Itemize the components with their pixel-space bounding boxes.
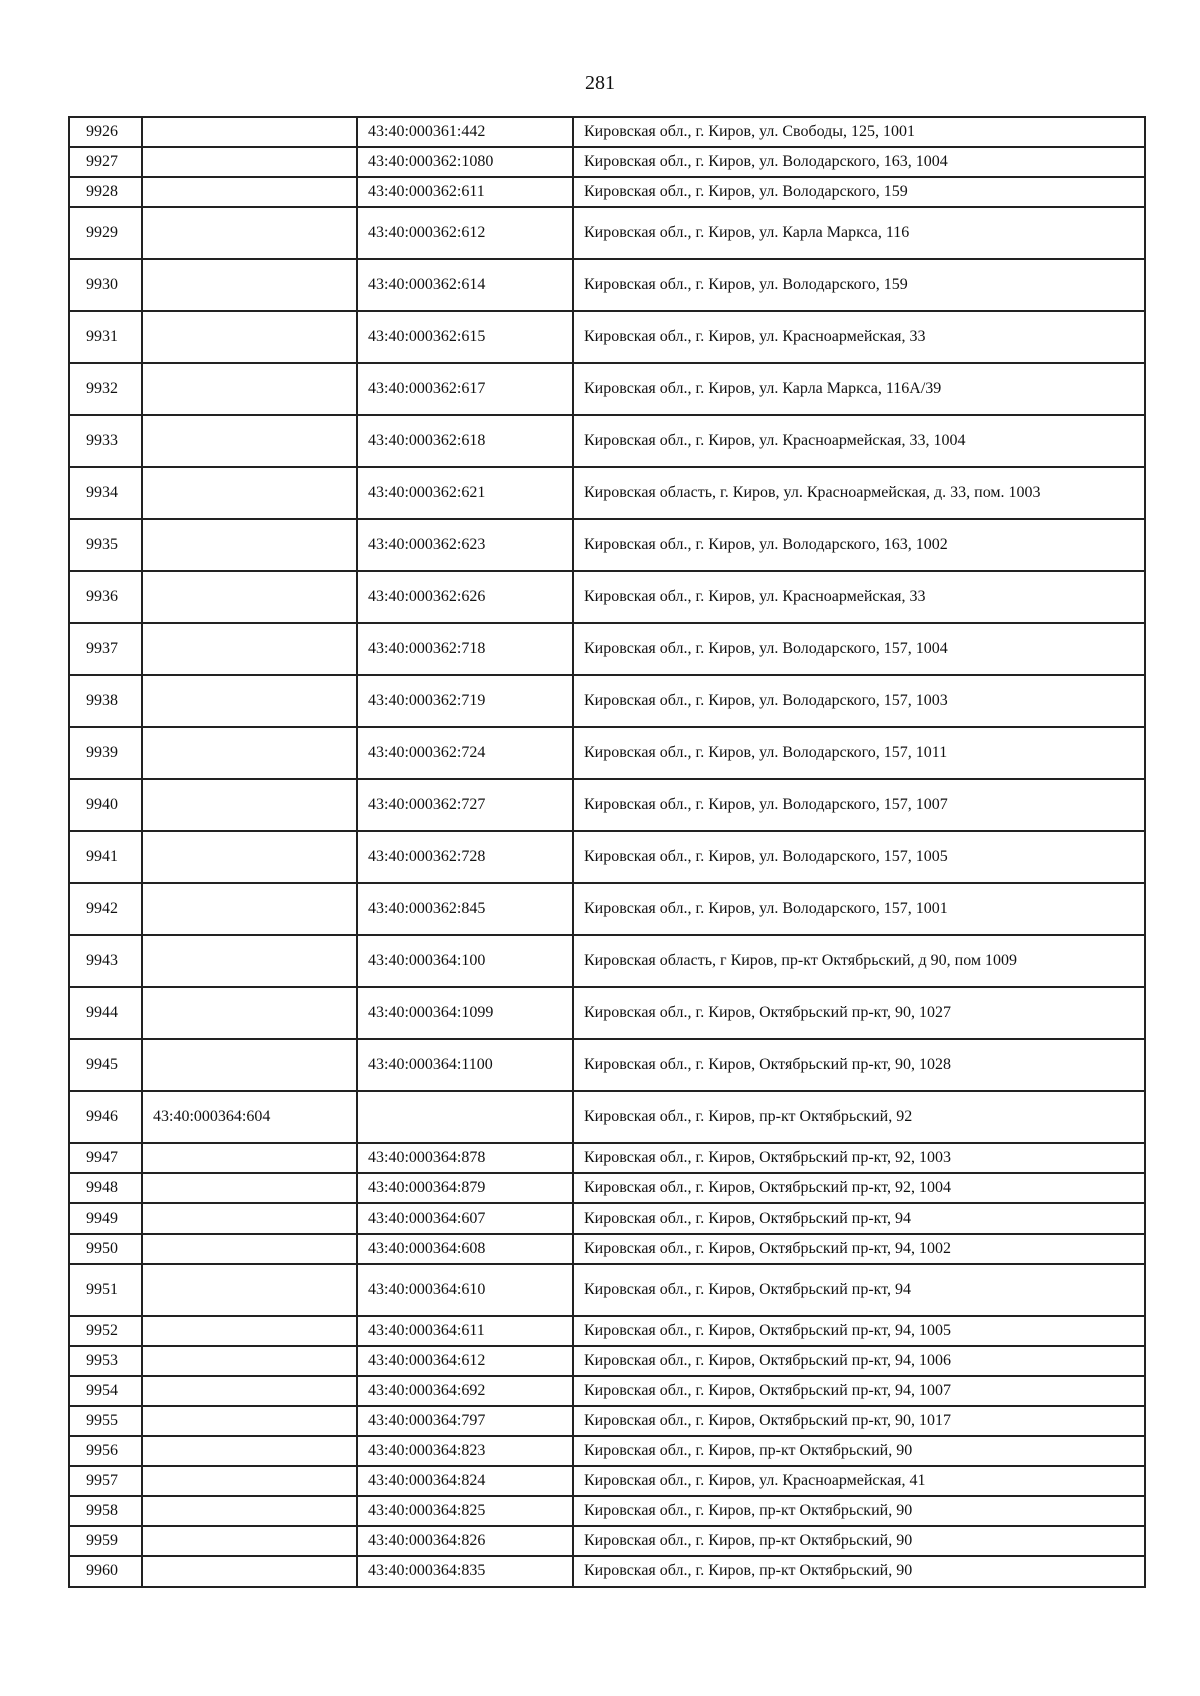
row-number-cell: 9943 <box>69 935 142 987</box>
parcel-number-cell <box>142 935 357 987</box>
cadastral-number-cell: 43:40:000364:100 <box>357 935 573 987</box>
cadastral-number-cell: 43:40:000362:728 <box>357 831 573 883</box>
table-row <box>69 1406 1145 1436</box>
row-number-cell: 9947 <box>69 1143 142 1173</box>
parcel-number-cell <box>142 415 357 467</box>
cadastral-number-cell: 43:40:000364:797 <box>357 1406 573 1436</box>
table-row <box>69 1466 1145 1496</box>
cadastral-number-cell: 43:40:000362:615 <box>357 311 573 363</box>
row-number-cell: 9927 <box>69 147 142 177</box>
parcel-number-cell <box>142 147 357 177</box>
table-row <box>69 1264 1145 1316</box>
parcel-number-cell <box>142 259 357 311</box>
table-row <box>69 571 1145 623</box>
address-cell: Кировская обл., г. Киров, Октябрьский пр-кт, 94, 1002 <box>573 1234 1145 1264</box>
table-row <box>69 1143 1145 1173</box>
cadastral-number-cell: 43:40:000362:614 <box>357 259 573 311</box>
parcel-number-cell <box>142 1436 357 1466</box>
table-row <box>69 1173 1145 1203</box>
address-cell: Кировская обл., г. Киров, пр-кт Октябрьский, 90 <box>573 1526 1145 1556</box>
cadastral-number-cell: 43:40:000362:623 <box>357 519 573 571</box>
cadastral-number-cell: 43:40:000364:692 <box>357 1376 573 1406</box>
address-cell: Кировская обл., г. Киров, Октябрьский пр-кт, 94 <box>573 1264 1145 1316</box>
parcel-number-cell <box>142 779 357 831</box>
row-number-cell: 9948 <box>69 1173 142 1203</box>
parcel-number-cell <box>142 207 357 259</box>
parcel-number-cell <box>142 1496 357 1526</box>
cadastral-number-cell: 43:40:000362:719 <box>357 675 573 727</box>
table-row <box>69 311 1145 363</box>
parcel-number-cell <box>142 467 357 519</box>
row-number-cell: 9949 <box>69 1203 142 1233</box>
parcel-number-cell <box>142 623 357 675</box>
table-row <box>69 207 1145 259</box>
cadastral-number-cell: 43:40:000361:442 <box>357 117 573 147</box>
parcel-number-cell: 43:40:000364:604 <box>142 1091 357 1143</box>
row-number-cell: 9944 <box>69 987 142 1039</box>
parcel-number-cell <box>142 1316 357 1346</box>
table-row <box>69 1091 1145 1143</box>
registry-table-body <box>69 117 1145 1587</box>
address-cell: Кировская обл., г. Киров, ул. Красноармейская, 33, 1004 <box>573 415 1145 467</box>
address-cell: Кировская обл., г. Киров, ул. Володарского, 157, 1004 <box>573 623 1145 675</box>
cadastral-number-cell: 43:40:000364:824 <box>357 1466 573 1496</box>
cadastral-number-cell: 43:40:000362:724 <box>357 727 573 779</box>
row-number-cell: 9926 <box>69 117 142 147</box>
address-cell: Кировская область, г. Киров, ул. Красноармейская, д. 33, пом. 1003 <box>573 467 1145 519</box>
table-row <box>69 147 1145 177</box>
row-number-cell: 9958 <box>69 1496 142 1526</box>
address-cell: Кировская обл., г. Киров, Октябрьский пр-кт, 94, 1006 <box>573 1346 1145 1376</box>
parcel-number-cell <box>142 117 357 147</box>
row-number-cell: 9954 <box>69 1376 142 1406</box>
table-row <box>69 1203 1145 1233</box>
row-number-cell: 9946 <box>69 1091 142 1143</box>
cadastral-number-cell: 43:40:000364:878 <box>357 1143 573 1173</box>
cadastral-number-cell: 43:40:000362:1080 <box>357 147 573 177</box>
address-cell: Кировская обл., г. Киров, ул. Володарского, 157, 1001 <box>573 883 1145 935</box>
address-cell: Кировская обл., г. Киров, ул. Карла Маркса, 116А/39 <box>573 363 1145 415</box>
address-cell: Кировская обл., г. Киров, ул. Володарского, 159 <box>573 177 1145 207</box>
parcel-number-cell <box>142 1234 357 1264</box>
table-row <box>69 177 1145 207</box>
row-number-cell: 9934 <box>69 467 142 519</box>
row-number-cell: 9932 <box>69 363 142 415</box>
table-row <box>69 415 1145 467</box>
row-number-cell: 9957 <box>69 1466 142 1496</box>
row-number-cell: 9933 <box>69 415 142 467</box>
cadastral-number-cell <box>357 1091 573 1143</box>
parcel-number-cell <box>142 1039 357 1091</box>
cadastral-number-cell: 43:40:000362:845 <box>357 883 573 935</box>
cadastral-number-cell: 43:40:000364:610 <box>357 1264 573 1316</box>
address-cell: Кировская обл., г. Киров, пр-кт Октябрьский, 92 <box>573 1091 1145 1143</box>
address-cell: Кировская обл., г. Киров, Октябрьский пр-кт, 92, 1004 <box>573 1173 1145 1203</box>
address-cell: Кировская обл., г. Киров, ул. Володарского, 163, 1004 <box>573 147 1145 177</box>
cadastral-number-cell: 43:40:000364:612 <box>357 1346 573 1376</box>
row-number-cell: 9945 <box>69 1039 142 1091</box>
parcel-number-cell <box>142 883 357 935</box>
row-number-cell: 9960 <box>69 1556 142 1586</box>
row-number-cell: 9942 <box>69 883 142 935</box>
address-cell: Кировская обл., г. Киров, пр-кт Октябрьский, 90 <box>573 1496 1145 1526</box>
row-number-cell: 9941 <box>69 831 142 883</box>
address-cell: Кировская обл., г. Киров, ул. Володарского, 157, 1011 <box>573 727 1145 779</box>
address-cell: Кировская обл., г. Киров, Октябрьский пр-кт, 90, 1027 <box>573 987 1145 1039</box>
table-row <box>69 675 1145 727</box>
address-cell: Кировская обл., г. Киров, Октябрьский пр-кт, 94, 1007 <box>573 1376 1145 1406</box>
parcel-number-cell <box>142 1143 357 1173</box>
cadastral-number-cell: 43:40:000364:825 <box>357 1496 573 1526</box>
address-cell: Кировская обл., г. Киров, ул. Красноармейская, 41 <box>573 1466 1145 1496</box>
cadastral-number-cell: 43:40:000362:718 <box>357 623 573 675</box>
page-number: 281 <box>585 72 615 94</box>
cadastral-number-cell: 43:40:000362:727 <box>357 779 573 831</box>
parcel-number-cell <box>142 1264 357 1316</box>
cadastral-number-cell: 43:40:000362:626 <box>357 571 573 623</box>
table-row <box>69 1526 1145 1556</box>
address-cell: Кировская обл., г. Киров, Октябрьский пр-кт, 90, 1017 <box>573 1406 1145 1436</box>
row-number-cell: 9939 <box>69 727 142 779</box>
row-number-cell: 9955 <box>69 1406 142 1436</box>
table-row <box>69 623 1145 675</box>
cadastral-number-cell: 43:40:000364:879 <box>357 1173 573 1203</box>
parcel-number-cell <box>142 571 357 623</box>
table-row <box>69 987 1145 1039</box>
cadastral-number-cell: 43:40:000362:611 <box>357 177 573 207</box>
cadastral-number-cell: 43:40:000364:611 <box>357 1316 573 1346</box>
cadastral-number-cell: 43:40:000362:621 <box>357 467 573 519</box>
parcel-number-cell <box>142 1173 357 1203</box>
cadastral-number-cell: 43:40:000364:608 <box>357 1234 573 1264</box>
cadastral-number-cell: 43:40:000362:612 <box>357 207 573 259</box>
table-row <box>69 519 1145 571</box>
row-number-cell: 9952 <box>69 1316 142 1346</box>
table-row <box>69 1346 1145 1376</box>
table-row <box>69 363 1145 415</box>
row-number-cell: 9937 <box>69 623 142 675</box>
table-row <box>69 467 1145 519</box>
address-cell: Кировская обл., г. Киров, ул. Красноармейская, 33 <box>573 311 1145 363</box>
address-cell: Кировская обл., г. Киров, ул. Володарского, 163, 1002 <box>573 519 1145 571</box>
address-cell: Кировская обл., г. Киров, Октябрьский пр-кт, 94, 1005 <box>573 1316 1145 1346</box>
address-cell: Кировская обл., г. Киров, ул. Красноармейская, 33 <box>573 571 1145 623</box>
row-number-cell: 9940 <box>69 779 142 831</box>
table-row <box>69 883 1145 935</box>
parcel-number-cell <box>142 519 357 571</box>
address-cell: Кировская обл., г. Киров, пр-кт Октябрьский, 90 <box>573 1556 1145 1586</box>
address-cell: Кировская обл., г. Киров, Октябрьский пр-кт, 90, 1028 <box>573 1039 1145 1091</box>
address-cell: Кировская область, г Киров, пр-кт Октябрьский, д 90, пом 1009 <box>573 935 1145 987</box>
registry-table <box>68 116 1146 1588</box>
row-number-cell: 9931 <box>69 311 142 363</box>
parcel-number-cell <box>142 987 357 1039</box>
cadastral-number-cell: 43:40:000362:617 <box>357 363 573 415</box>
table-row <box>69 1376 1145 1406</box>
cadastral-number-cell: 43:40:000364:1100 <box>357 1039 573 1091</box>
row-number-cell: 9936 <box>69 571 142 623</box>
cadastral-number-cell: 43:40:000364:826 <box>357 1526 573 1556</box>
address-cell: Кировская обл., г. Киров, ул. Володарского, 157, 1005 <box>573 831 1145 883</box>
parcel-number-cell <box>142 831 357 883</box>
address-cell: Кировская обл., г. Киров, ул. Володарского, 159 <box>573 259 1145 311</box>
row-number-cell: 9935 <box>69 519 142 571</box>
parcel-number-cell <box>142 363 357 415</box>
table-row <box>69 831 1145 883</box>
row-number-cell: 9956 <box>69 1436 142 1466</box>
address-cell: Кировская обл., г. Киров, Октябрьский пр-кт, 92, 1003 <box>573 1143 1145 1173</box>
row-number-cell: 9928 <box>69 177 142 207</box>
row-number-cell: 9951 <box>69 1264 142 1316</box>
parcel-number-cell <box>142 311 357 363</box>
address-cell: Кировская обл., г. Киров, ул. Володарского, 157, 1007 <box>573 779 1145 831</box>
parcel-number-cell <box>142 1346 357 1376</box>
address-cell: Кировская обл., г. Киров, ул. Свободы, 125, 1001 <box>573 117 1145 147</box>
parcel-number-cell <box>142 1556 357 1586</box>
parcel-number-cell <box>142 177 357 207</box>
table-row <box>69 1436 1145 1466</box>
parcel-number-cell <box>142 675 357 727</box>
parcel-number-cell <box>142 1406 357 1436</box>
cadastral-number-cell: 43:40:000364:607 <box>357 1203 573 1233</box>
row-number-cell: 9930 <box>69 259 142 311</box>
table-row <box>69 1234 1145 1264</box>
cadastral-number-cell: 43:40:000364:823 <box>357 1436 573 1466</box>
table-row <box>69 935 1145 987</box>
table-row <box>69 1316 1145 1346</box>
parcel-number-cell <box>142 1203 357 1233</box>
row-number-cell: 9953 <box>69 1346 142 1376</box>
table-row <box>69 1556 1145 1586</box>
cadastral-number-cell: 43:40:000364:835 <box>357 1556 573 1586</box>
cadastral-number-cell: 43:40:000364:1099 <box>357 987 573 1039</box>
table-row <box>69 1039 1145 1091</box>
parcel-number-cell <box>142 1376 357 1406</box>
table-row <box>69 727 1145 779</box>
parcel-number-cell <box>142 727 357 779</box>
row-number-cell: 9938 <box>69 675 142 727</box>
address-cell: Кировская обл., г. Киров, ул. Карла Маркса, 116 <box>573 207 1145 259</box>
cadastral-number-cell: 43:40:000362:618 <box>357 415 573 467</box>
table-row <box>69 117 1145 147</box>
address-cell: Кировская обл., г. Киров, Октябрьский пр-кт, 94 <box>573 1203 1145 1233</box>
row-number-cell: 9929 <box>69 207 142 259</box>
parcel-number-cell <box>142 1526 357 1556</box>
row-number-cell: 9950 <box>69 1234 142 1264</box>
address-cell: Кировская обл., г. Киров, пр-кт Октябрьский, 90 <box>573 1436 1145 1466</box>
table-row <box>69 1496 1145 1526</box>
address-cell: Кировская обл., г. Киров, ул. Володарского, 157, 1003 <box>573 675 1145 727</box>
table-row <box>69 779 1145 831</box>
parcel-number-cell <box>142 1466 357 1496</box>
table-row <box>69 259 1145 311</box>
row-number-cell: 9959 <box>69 1526 142 1556</box>
